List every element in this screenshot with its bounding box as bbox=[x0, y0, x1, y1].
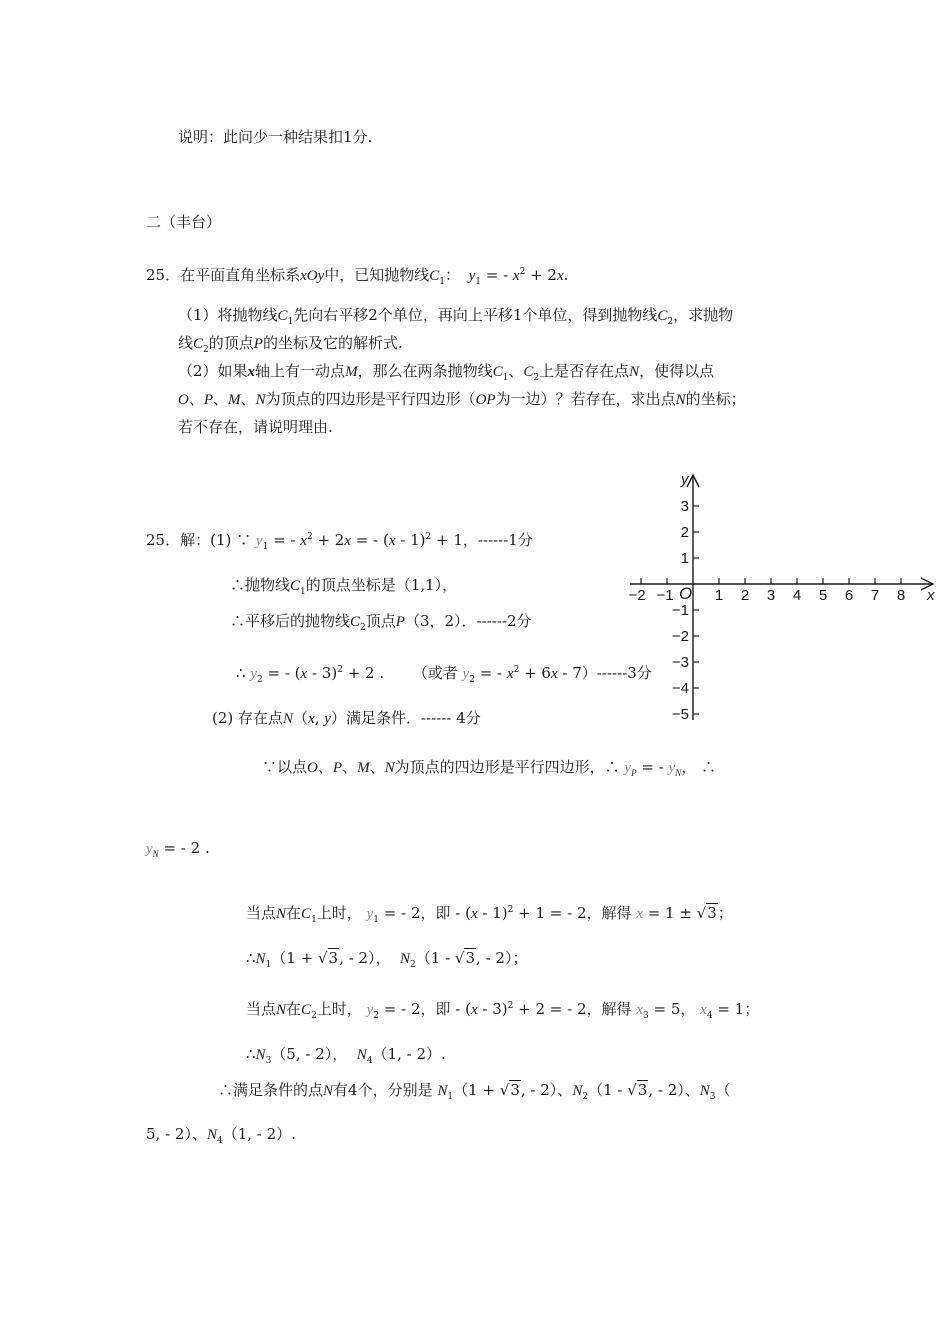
x-tick-label: 5 bbox=[818, 587, 828, 604]
problem-part1-line2: 线$C_2$的顶点P的坐标及它的解析式. bbox=[178, 334, 403, 355]
problem-part2-line2: O、P、M、N为顶点的四边形是平行四边形（OP为一边）？若存在，求出点N的坐标； bbox=[178, 390, 746, 408]
x-tick-label: 7 bbox=[870, 587, 880, 604]
problem-intro: 25．在平面直角坐标系xOy中，已知抛物线$C_1$： $y_1$ = - $x^2 + 2x$. bbox=[146, 266, 569, 287]
y-tick-label: −4 bbox=[671, 680, 689, 697]
solution-line4: ∴ $y_2$ = - (x - 3)$^2$ + 2 . （或者 $y_2$ = - $x^2 + 6x - 7)------3$分 bbox=[236, 664, 652, 685]
y-tick-label: −3 bbox=[671, 654, 689, 671]
solution-line1: 25．解：(1) ∵ $y_1$ = - $x^2 + 2x$ = - (x - 1)$^2$ + 1，------1分 bbox=[146, 531, 533, 552]
x-tick-label: 6 bbox=[844, 587, 854, 604]
x-axis-label: x bbox=[927, 587, 935, 604]
solution-line10: 当点N在$C_2$上时， $y_2$ = - 2，即 - (x - 3)$^2$ + 2 = - 2，解得 $x_3 = 5$， $x_4 = 1$； bbox=[246, 1000, 760, 1021]
y-tick-label: 2 bbox=[680, 524, 689, 541]
solution-line7: $y_N$ = - 2 . bbox=[146, 839, 210, 859]
coordinate-graph bbox=[625, 470, 945, 730]
x-tick-label: 4 bbox=[792, 587, 802, 604]
x-tick-label: 3 bbox=[766, 587, 776, 604]
y-tick-label: 1 bbox=[680, 550, 689, 567]
x-tick-label: 2 bbox=[740, 587, 750, 604]
x-tick-label: 8 bbox=[896, 587, 906, 604]
problem-part2-line3: 若不存在，请说明理由. bbox=[178, 418, 333, 436]
y-tick-label: −1 bbox=[671, 602, 689, 619]
y-tick-label: −5 bbox=[671, 706, 689, 723]
solution-line12: ∴满足条件的点N有4个，分别是 $N_1(1 + √3$, - 2）、$N_2(1 - √3$, - 2）、$N_3$（ bbox=[218, 1081, 731, 1102]
solution-line9: $\therefore N_1(1 + √3$, - 2）， $N_2(1 - √3$, - 2）； bbox=[246, 949, 528, 970]
solution-line11: $\therefore N_3(5$, - 2）， $N_4(1$, - 2）. bbox=[246, 1045, 446, 1066]
x-tick-label: 1 bbox=[714, 587, 724, 604]
problem-part2-line1: （2）如果x轴上有一动点M，那么在两条抛物线$C_1$、$C_2$上是否存在点N，使得以点 bbox=[178, 362, 715, 383]
y-tick-label: 3 bbox=[680, 498, 689, 515]
solution-line6: ∵以点O、P、M、N为顶点的四边形是平行四边形，∴ $y_P$ = - $y_N$， ∴ bbox=[262, 758, 717, 778]
x-tick-label: −2 bbox=[628, 587, 646, 604]
note: 说明：此问少一种结果扣1分. bbox=[178, 128, 373, 146]
origin-label: O bbox=[679, 584, 693, 603]
x-tick-label: −1 bbox=[656, 587, 674, 604]
y-axis-label: y bbox=[681, 471, 689, 488]
solution-line13: 5, - 2）、$N_4(1$, - 2）. bbox=[146, 1125, 296, 1146]
y-tick-label: −2 bbox=[671, 628, 689, 645]
problem-part1-line1: （1）将抛物线$C_1$先向右平移2个单位，再向上平移1个单位，得到抛物线$C_2$，求抛物 bbox=[178, 306, 734, 327]
solution-line2: ∴抛物线$C_1$的顶点坐标是（1,1）， bbox=[230, 576, 458, 597]
section-heading: 二（丰台） bbox=[146, 213, 222, 231]
solution-line8: 当点N在$C_1$上时， $y_1$ = - 2，即 - (x - 1)$^2$ + 1 = - 2，解得 x = 1 ± √3； bbox=[246, 904, 733, 925]
solution-line5: (2) 存在点N（x, y）满足条件．------ 4分 bbox=[212, 709, 481, 727]
solution-line3: ∴平移后的抛物线$C_2$顶点P（3，2）．------2分 bbox=[230, 612, 532, 633]
